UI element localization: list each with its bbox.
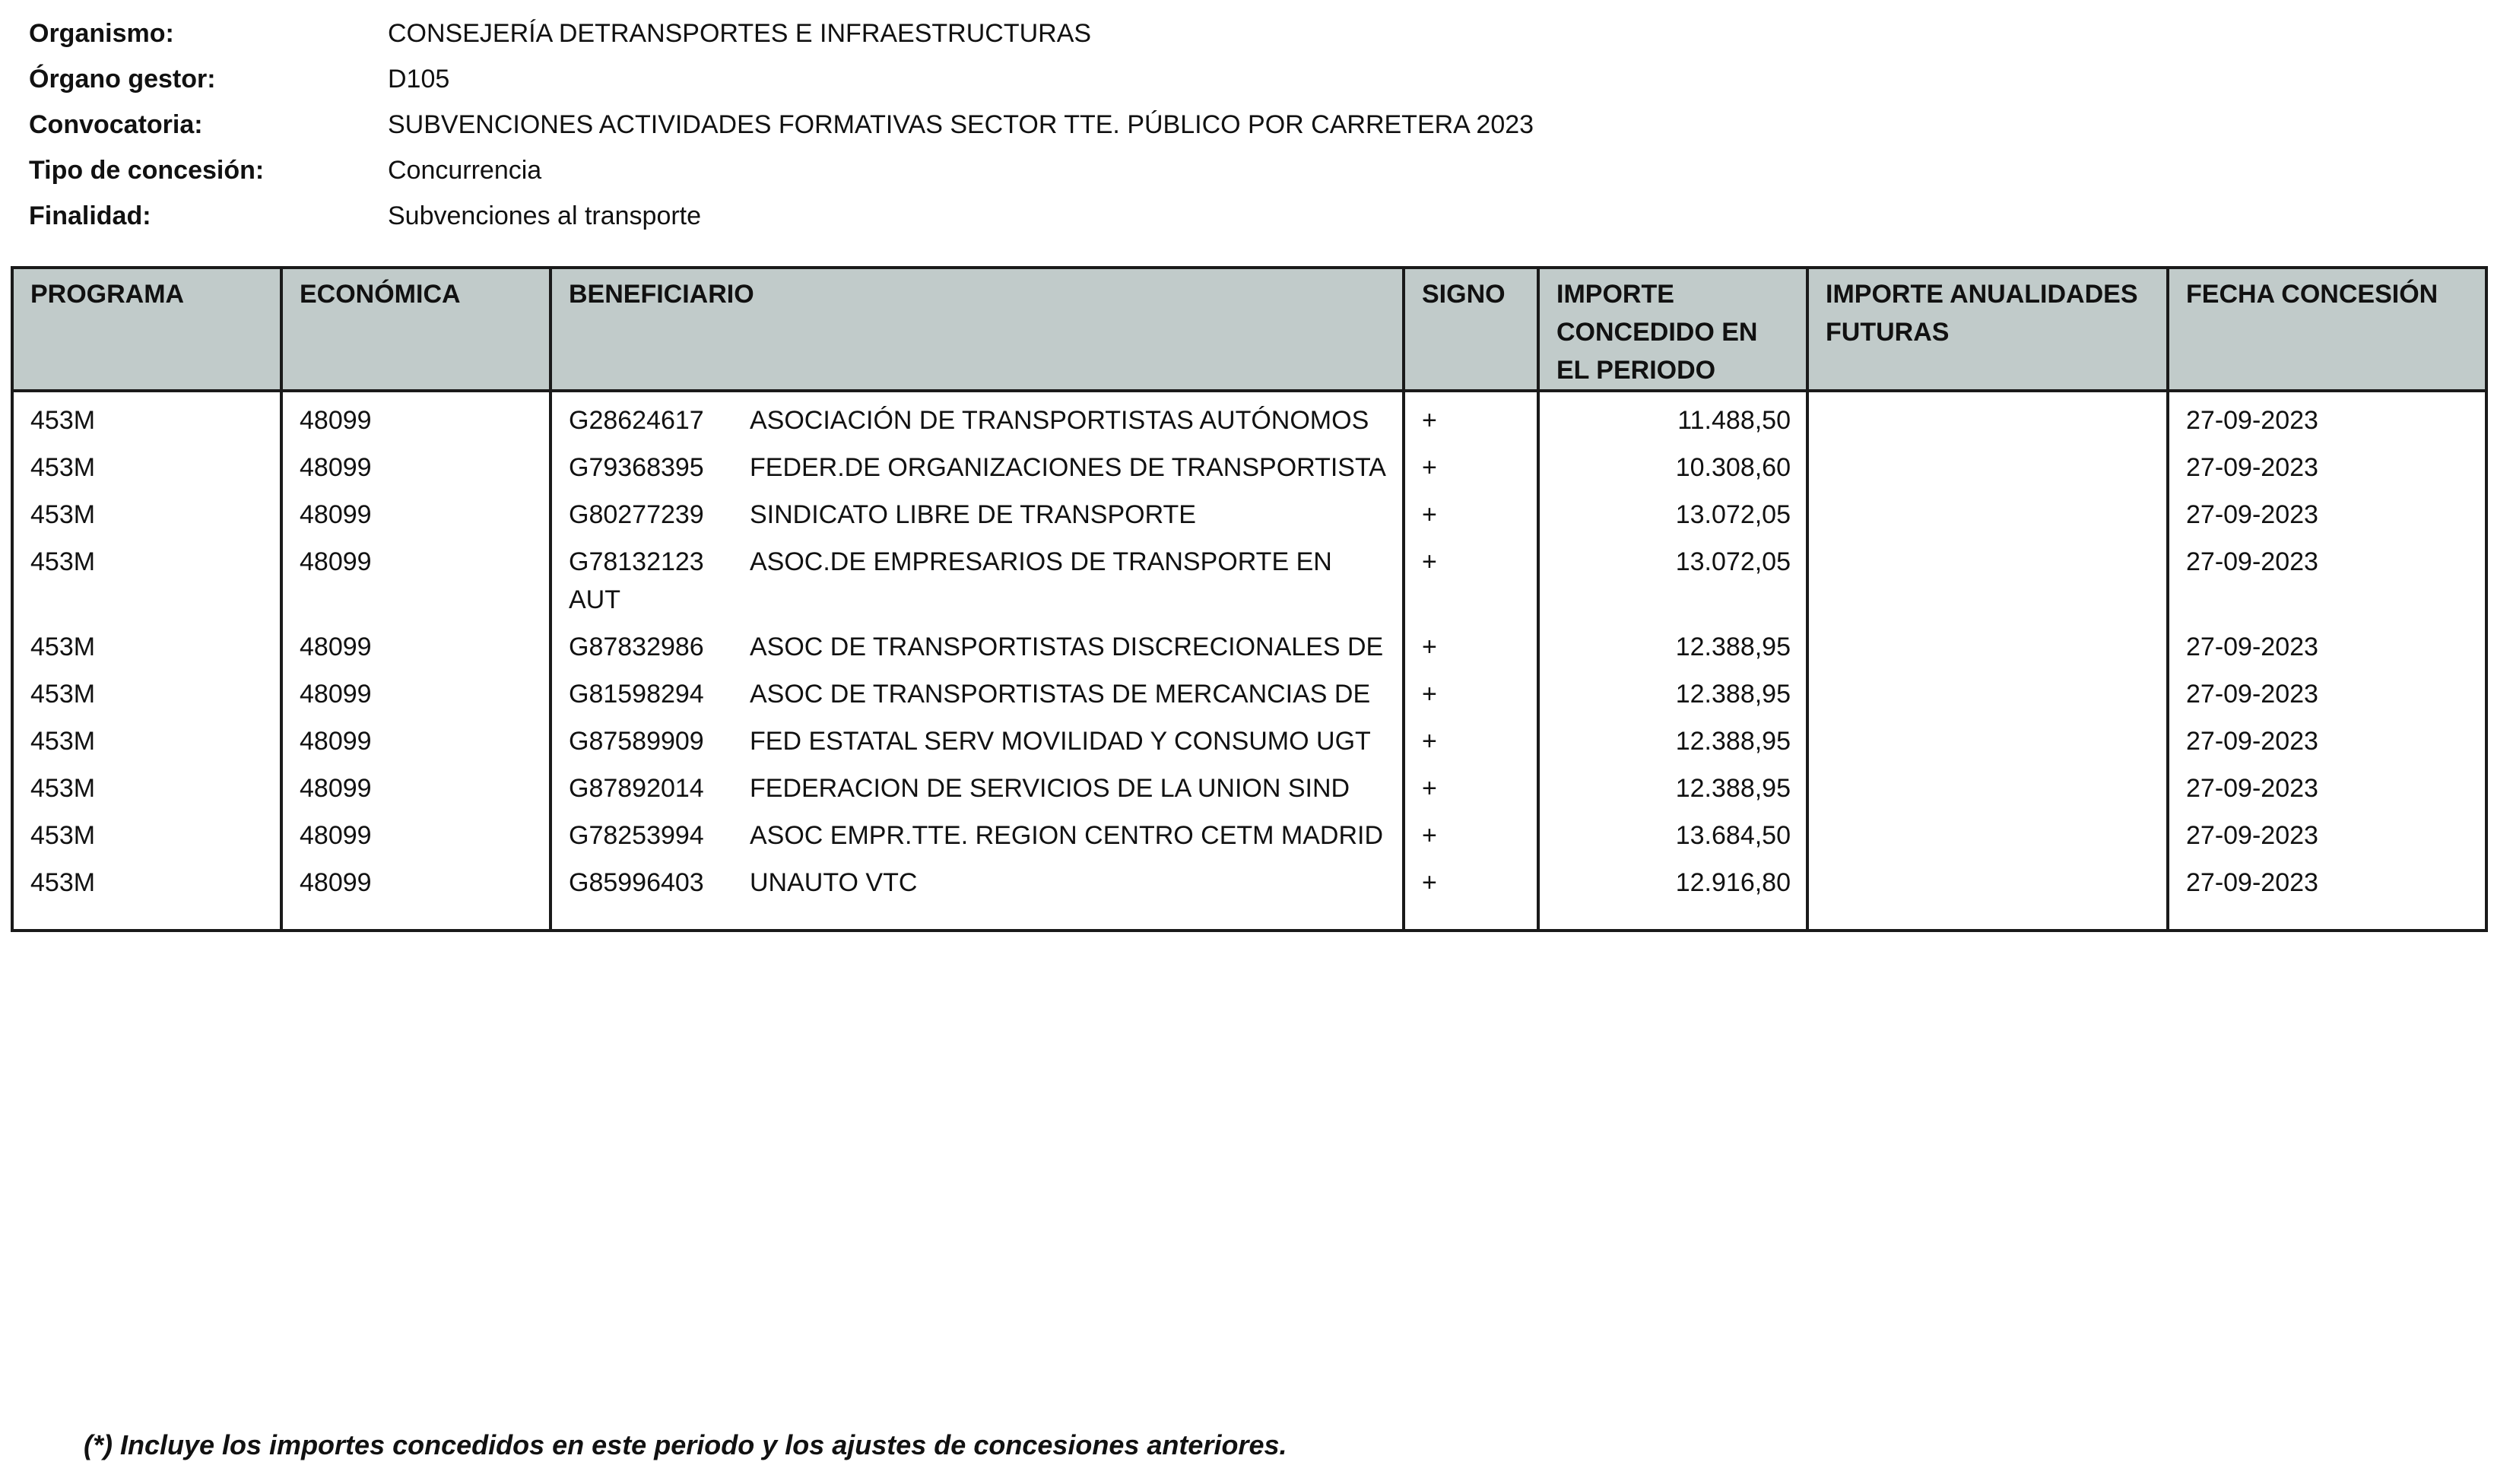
column-header-signo: SIGNO	[1404, 268, 1538, 391]
beneficiary-name: UNAUTO VTC	[750, 868, 918, 897]
table-row	[12, 534, 2486, 619]
cell-economica: 48099	[281, 713, 551, 760]
cell-futuras	[1807, 666, 2168, 713]
cell-importe: 12.388,95	[1538, 619, 1807, 666]
cell-beneficiario	[551, 713, 1404, 760]
cell-futuras	[1807, 855, 2168, 931]
meta-label: Convocatoria:	[29, 109, 203, 139]
cell-economica: 48099	[281, 855, 551, 931]
cell-importe: 10.308,60	[1538, 439, 1807, 487]
table-row	[12, 855, 2486, 931]
beneficiary-name: ASOCIACIÓN DE TRANSPORTISTAS AUTÓNOMOS	[750, 406, 1369, 435]
cell-programa: 453M	[12, 487, 281, 534]
cell-signo: +	[1404, 619, 1538, 666]
cell-beneficiario	[551, 666, 1404, 713]
beneficiary-name: SINDICATO LIBRE DE TRANSPORTE	[750, 500, 1196, 529]
cell-economica: 48099	[281, 487, 551, 534]
table-row	[12, 391, 2486, 439]
cell-fecha: 27-09-2023	[2168, 534, 2486, 619]
cell-economica: 48099	[281, 391, 551, 439]
cell-signo: +	[1404, 666, 1538, 713]
cell-beneficiario	[551, 487, 1404, 534]
beneficiary-name: ASOC DE TRANSPORTISTAS DISCRECIONALES DE	[750, 633, 1384, 661]
cell-fecha: 27-09-2023	[2168, 713, 2486, 760]
cell-programa: 453M	[12, 760, 281, 807]
cell-signo: +	[1404, 760, 1538, 807]
cell-beneficiario	[551, 807, 1404, 855]
meta-label: Órgano gestor:	[29, 64, 216, 94]
cell-fecha: 27-09-2023	[2168, 807, 2486, 855]
cell-fecha: 27-09-2023	[2168, 391, 2486, 439]
meta-label: Organismo:	[29, 18, 174, 48]
beneficiary-nif: G81598294	[569, 680, 704, 709]
column-header-beneficiario: BENEFICIARIO	[551, 268, 1404, 391]
beneficiary-name: ASOC.DE EMPRESARIOS DE TRANSPORTE EN AUT	[569, 547, 1332, 614]
beneficiary-nif: G87832986	[569, 633, 704, 661]
cell-signo: +	[1404, 439, 1538, 487]
beneficiary-name: FEDER.DE ORGANIZACIONES DE TRANSPORTISTA	[750, 453, 1386, 482]
column-header-economica: ECONÓMICA	[281, 268, 551, 391]
beneficiary-name: ASOC DE TRANSPORTISTAS DE MERCANCIAS DE	[750, 680, 1371, 709]
cell-futuras	[1807, 439, 2168, 487]
table-row	[12, 487, 2486, 534]
beneficiary-nif: G28624617	[569, 406, 704, 435]
cell-importe: 13.684,50	[1538, 807, 1807, 855]
cell-signo: +	[1404, 855, 1538, 931]
cell-signo: +	[1404, 713, 1538, 760]
cell-importe: 11.488,50	[1538, 391, 1807, 439]
cell-programa: 453M	[12, 619, 281, 666]
cell-economica: 48099	[281, 439, 551, 487]
cell-signo: +	[1404, 487, 1538, 534]
meta-row-organismo	[29, 11, 1534, 56]
meta-value: Subvenciones al transporte	[388, 201, 702, 230]
cell-importe: 12.388,95	[1538, 713, 1807, 760]
cell-programa: 453M	[12, 534, 281, 619]
cell-fecha: 27-09-2023	[2168, 760, 2486, 807]
cell-programa: 453M	[12, 855, 281, 931]
cell-futuras	[1807, 713, 2168, 760]
beneficiary-name: FEDERACION DE SERVICIOS DE LA UNION SIND	[750, 774, 1350, 803]
cell-programa: 453M	[12, 439, 281, 487]
beneficiary-nif: G87589909	[569, 727, 704, 756]
beneficiary-nif: G78253994	[569, 821, 704, 850]
beneficiary-nif: G80277239	[569, 500, 704, 529]
cell-economica: 48099	[281, 534, 551, 619]
table-row	[12, 439, 2486, 487]
cell-programa: 453M	[12, 713, 281, 760]
cell-futuras	[1807, 807, 2168, 855]
grants-table	[11, 266, 2488, 932]
cell-beneficiario	[551, 439, 1404, 487]
cell-programa: 453M	[12, 391, 281, 439]
cell-economica: 48099	[281, 807, 551, 855]
beneficiary-name: FED ESTATAL SERV MOVILIDAD Y CONSUMO UGT	[750, 727, 1371, 756]
meta-label: Tipo de concesión:	[29, 155, 265, 185]
beneficiary-nif: G87892014	[569, 774, 704, 803]
cell-signo: +	[1404, 534, 1538, 619]
cell-beneficiario	[551, 760, 1404, 807]
meta-label: Finalidad:	[29, 201, 151, 230]
cell-fecha: 27-09-2023	[2168, 439, 2486, 487]
cell-importe: 13.072,05	[1538, 534, 1807, 619]
meta-value: CONSEJERÍA DETRANSPORTES E INFRAESTRUCTURAS	[388, 18, 1092, 48]
table-row	[12, 666, 2486, 713]
cell-fecha: 27-09-2023	[2168, 666, 2486, 713]
cell-economica: 48099	[281, 619, 551, 666]
beneficiary-nif: G79368395	[569, 453, 704, 482]
footnote: (*) Incluye los importes concedidos en este periodo y los ajustes de concesiones anteriores.	[84, 1429, 1287, 1460]
beneficiary-nif: G78132123	[569, 547, 704, 576]
cell-beneficiario	[551, 534, 1404, 619]
table-row	[12, 619, 2486, 666]
cell-futuras	[1807, 619, 2168, 666]
cell-signo: +	[1404, 391, 1538, 439]
cell-futuras	[1807, 487, 2168, 534]
column-header-importe-futuras: IMPORTE ANUALIDADES FUTURAS	[1807, 268, 2168, 391]
cell-importe: 13.072,05	[1538, 487, 1807, 534]
table-row	[12, 713, 2486, 760]
cell-economica: 48099	[281, 760, 551, 807]
beneficiary-name: ASOC EMPR.TTE. REGION CENTRO CETM MADRID	[750, 821, 1384, 850]
cell-programa: 453M	[12, 807, 281, 855]
meta-row-convocatoria	[29, 102, 1534, 147]
document-metadata	[29, 11, 1534, 239]
column-header-importe-concedido: IMPORTE CONCEDIDO EN EL PERIODO	[1538, 268, 1807, 391]
cell-futuras	[1807, 391, 2168, 439]
table-row	[12, 760, 2486, 807]
column-header-fecha-concesion: FECHA CONCESIÓN	[2168, 268, 2486, 391]
meta-row-organo-gestor	[29, 56, 1534, 102]
beneficiary-nif: G85996403	[569, 868, 704, 897]
cell-beneficiario	[551, 619, 1404, 666]
cell-importe: 12.388,95	[1538, 760, 1807, 807]
meta-value: D105	[388, 64, 450, 94]
cell-fecha: 27-09-2023	[2168, 855, 2486, 931]
meta-value: Concurrencia	[388, 155, 542, 185]
cell-importe: 12.388,95	[1538, 666, 1807, 713]
cell-fecha: 27-09-2023	[2168, 487, 2486, 534]
meta-value: SUBVENCIONES ACTIVIDADES FORMATIVAS SECTOR TTE. PÚBLICO POR CARRETERA 2023	[388, 109, 1534, 139]
cell-beneficiario	[551, 391, 1404, 439]
cell-signo: +	[1404, 807, 1538, 855]
cell-futuras	[1807, 534, 2168, 619]
cell-programa: 453M	[12, 666, 281, 713]
table-header-row	[12, 268, 2486, 391]
cell-economica: 48099	[281, 666, 551, 713]
cell-futuras	[1807, 760, 2168, 807]
column-header-programa: PROGRAMA	[12, 268, 281, 391]
table-row	[12, 807, 2486, 855]
meta-row-finalidad	[29, 193, 1534, 239]
cell-beneficiario	[551, 855, 1404, 931]
cell-fecha: 27-09-2023	[2168, 619, 2486, 666]
cell-importe: 12.916,80	[1538, 855, 1807, 931]
meta-row-tipo-concesion	[29, 147, 1534, 193]
